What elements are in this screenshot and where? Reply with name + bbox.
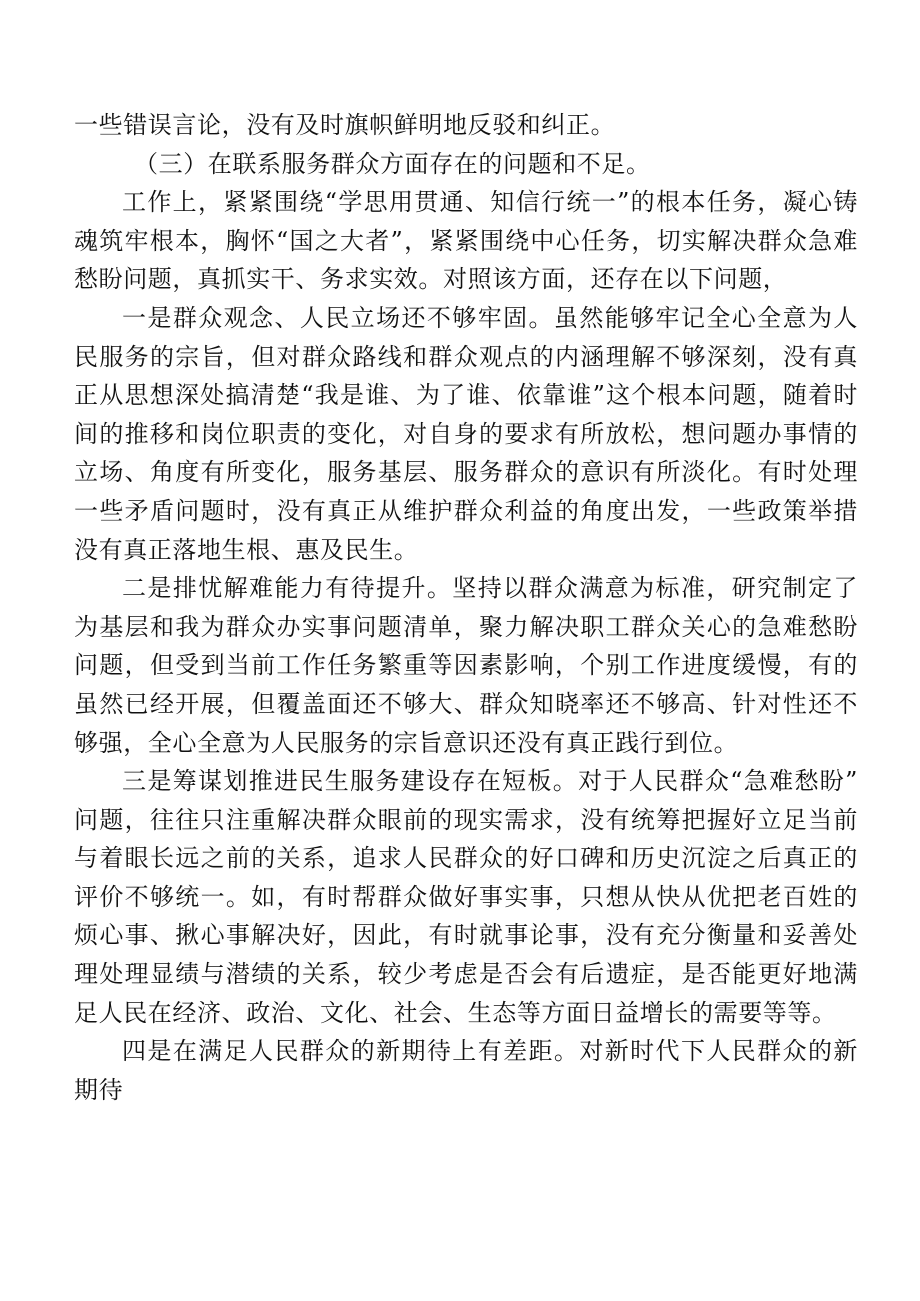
- paragraph-issue-four: 四是在满足人民群众的新期待上有差距。对新时代下人民群众的新期待: [74, 1037, 858, 1104]
- paragraph-issue-one: 一是群众观念、人民立场还不够牢固。虽然能够牢记全心全意为人民服务的宗旨，但对群众路线和群众观点的内涵理解不够深刻，没有真正从思想深处搞清楚“我是谁、为了谁、依靠谁”这个根本问题，随着时间的推移和岗位职责的变化，对自身的要求有所放松，想问题办事情的立场、角度有所变化，服务基层、服务群众的意识有所淡化。有时处理一些矛盾问题时，没有真正从维护群众利益的角度出发，一些政策举措没有真正落地生根、惠及民生。: [74, 303, 858, 564]
- paragraph-issue-two: 二是排忧解难能力有待提升。坚持以群众满意为标准，研究制定了为基层和我为群众办实事问题清单，聚力解决职工群众关心的急难愁盼问题，但受到当前工作任务繁重等因素影响，个别工作进度缓慢，有的虽然已经开展，但覆盖面还不够大、群众知晓率还不够高、针对性还不够强，全心全意为人民服务的宗旨意识还没有真正践行到位。: [74, 574, 858, 757]
- paragraph-work-overview: 工作上，紧紧围绕“学思用贯通、知信行统一”的根本任务，凝心铸魂筑牢根本，胸怀“国之大者”，紧紧围绕中心任务，切实解决群众急难愁盼问题，真抓实干、务求实效。对照该方面，还存在以下问题，: [74, 188, 858, 294]
- paragraph-issue-three: 三是筹谋划推进民生服务建设存在短板。对于人民群众“急难愁盼”问题，往往只注重解决群众眼前的现实需求，没有统筹把握好立足当前与着眼长远之前的关系，追求人民群众的好口碑和历史沉淀之后真正的评价不够统一。如，有时帮群众做好事实事，只想从快从优把老百姓的烦心事、揪心事解决好，因此，有时就事论事，没有充分衡量和妥善处理处理显绩与潜绩的关系，较少考虑是否会有后遗症，是否能更好地满足人民在经济、政治、文化、社会、生态等方面日益增长的需要等等。: [74, 767, 858, 1027]
- section-heading: （三）在联系服务群众方面存在的问题和不足。: [134, 149, 651, 178]
- paragraph-continuation: 一些错误言论，没有及时旗帜鲜明地反驳和纠正。: [74, 111, 616, 139]
